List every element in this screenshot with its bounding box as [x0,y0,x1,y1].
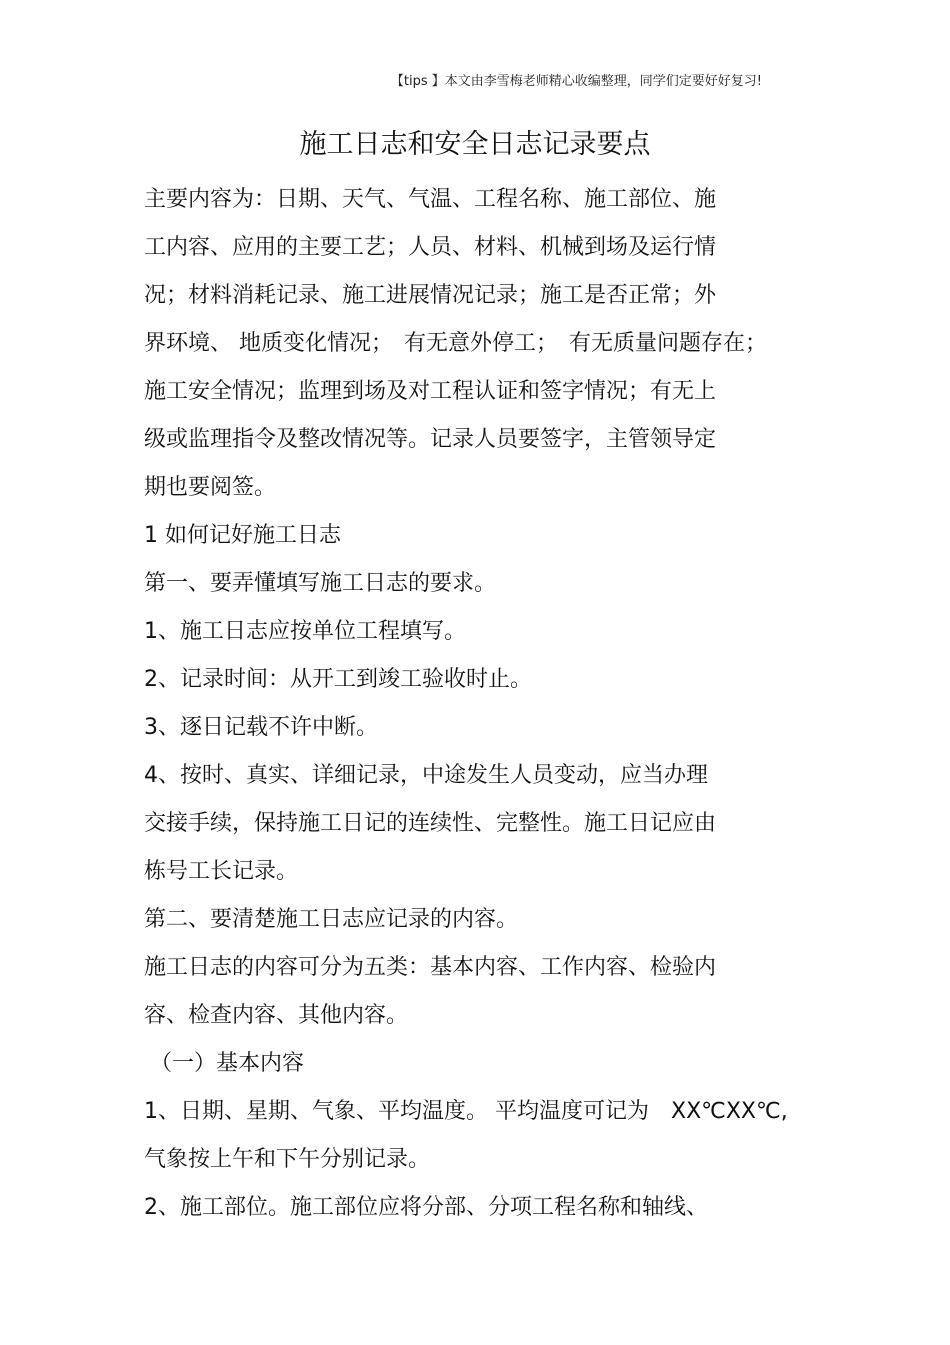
list-item: 1、施工日志应按单位工程填写。 [144,619,466,644]
subsection-heading: （一）基本内容 [150,1051,305,1076]
text-line: 容、检查内容、其他内容。 [144,1003,409,1028]
list-item: 1、日期、星期、气象、平均温度。 平均温度可记为 XX℃XX℃, [144,1099,788,1124]
page-title: 施工日志和安全日志记录要点 [299,129,651,160]
text-line: 期也要阅签。 [144,475,277,500]
list-item: 2、施工部位。施工部位应将分部、分项工程名称和轴线、 [144,1195,708,1220]
section-heading: 1 如何记好施工日志 [144,523,341,548]
text-line: 工内容、应用的主要工艺；人员、材料、机械到场及运行情 [144,235,717,260]
text-line: 主要内容为：日期、天气、气温、工程名称、施工部位、施 [144,187,717,212]
list-item: 3、逐日记载不许中断。 [144,715,378,740]
text-line: 施工日志的内容可分为五类：基本内容、工作内容、检验内 [144,955,717,980]
list-item: 4、按时、真实、详细记录，中途发生人员变动，应当办理 [144,763,708,788]
header-tips: 【tips 】本文由李雪梅老师精心收编整理，同学们定要好好复习! [390,74,762,89]
text-line: 栋号工长记录。 [144,859,299,884]
text-line: 界环境、 地质变化情况； 有无意外停工； 有无质量问题存在； [144,331,767,356]
text-line: 交接手续，保持施工日记的连续性、完整性。施工日记应由 [144,811,717,836]
text-line: 第二、要清楚施工日志应记录的内容。 [144,907,519,932]
text-line: 气象按上午和下午分别记录。 [144,1147,431,1172]
text-line: 第一、要弄懂填写施工日志的要求。 [144,571,497,596]
text-line: 况；材料消耗记录、施工进展情况记录；施工是否正常；外 [144,283,717,308]
text-line: 级或监理指令及整改情况等。记录人员要签字，主管领导定 [144,427,717,452]
text-line: 施工安全情况；监理到场及对工程认证和签字情况；有无上 [144,379,717,404]
document-body [144,176,824,1232]
list-item: 2、记录时间：从开工到竣工验收时止。 [144,667,532,692]
